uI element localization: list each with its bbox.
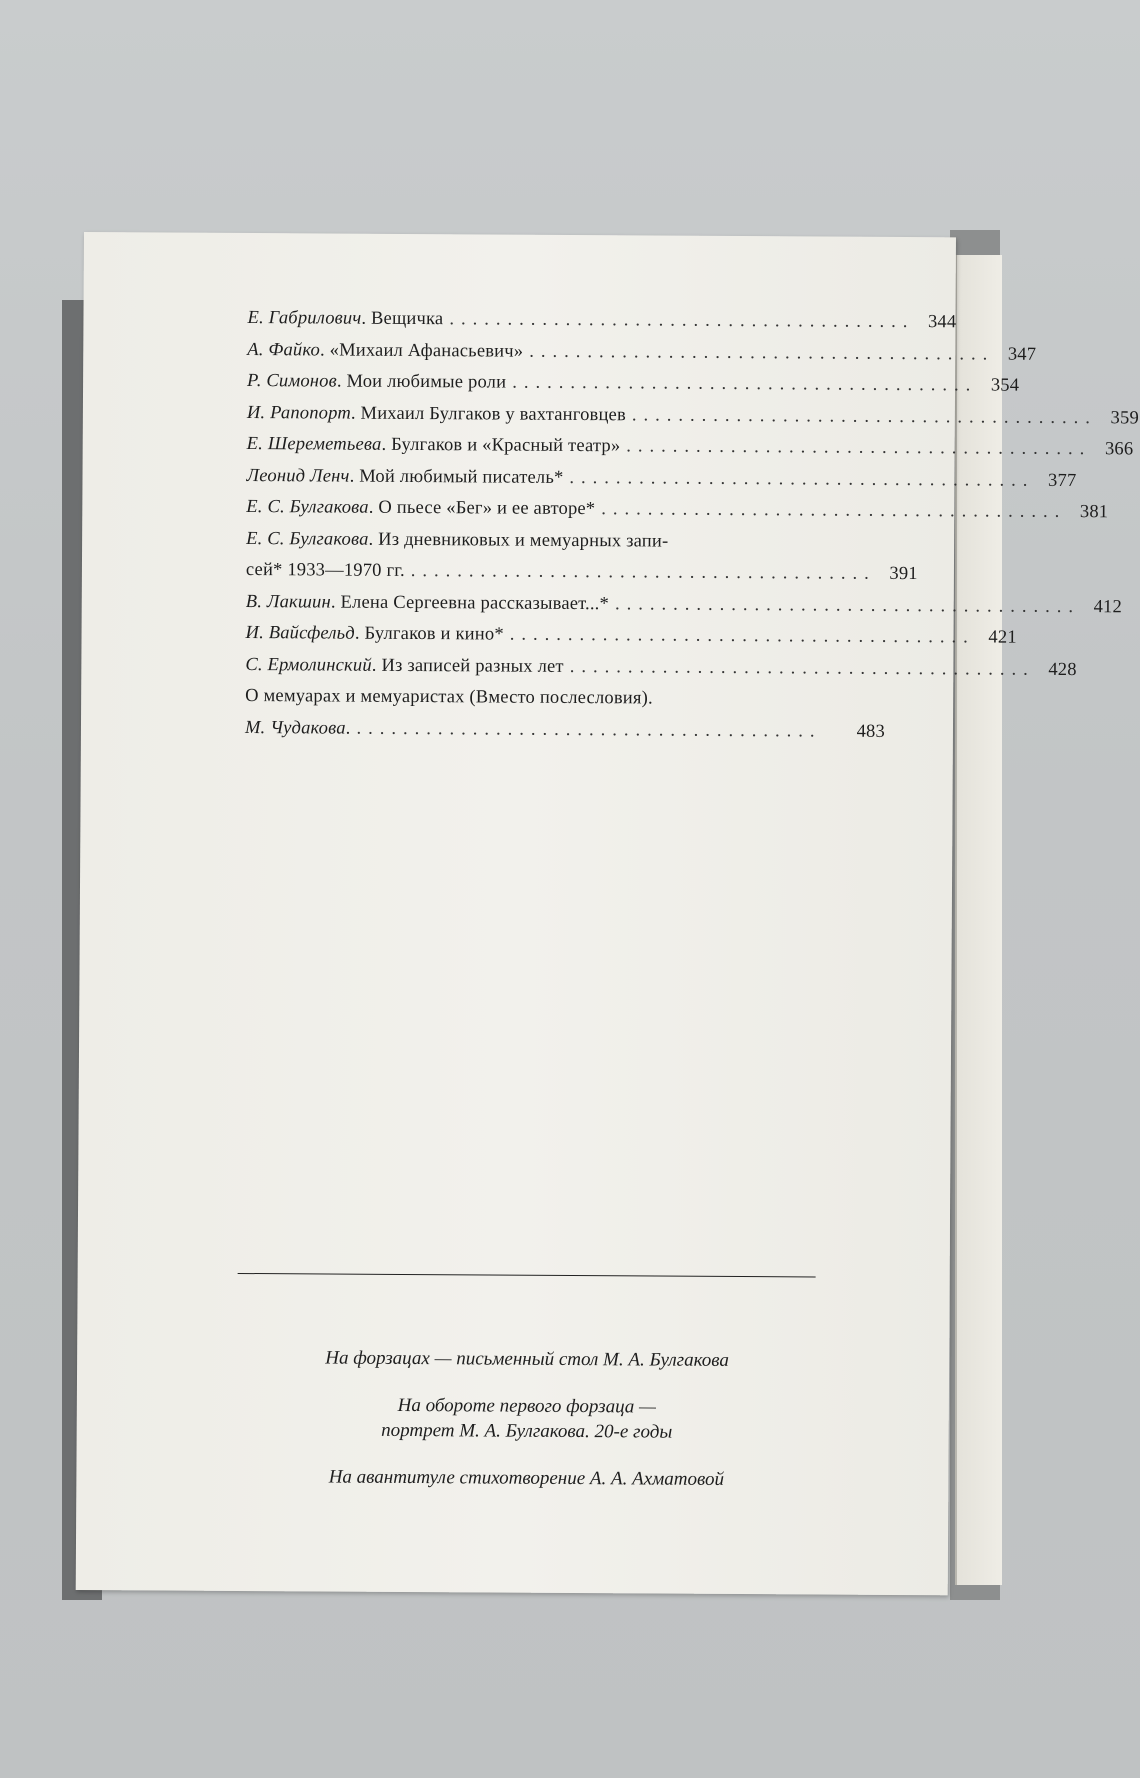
toc-page-number: 391 — [889, 563, 918, 585]
toc-page-number: 421 — [988, 627, 1017, 648]
toc-page-number: 366 — [1104, 439, 1134, 460]
book-page — [76, 232, 1139, 1595]
toc-page-number: 381 — [1079, 502, 1109, 523]
table-of-contents — [244, 303, 1139, 748]
toc-page-number: 412 — [1093, 596, 1123, 617]
toc-title: . Михаил Булгаков у вахтанговцев — [350, 403, 627, 425]
dot-leader: ........................................ — [569, 656, 1035, 680]
toc-page-number: 354 — [990, 375, 1020, 396]
toc-entry-line — [246, 523, 886, 558]
dot-leader: ........................................ — [569, 467, 1035, 491]
dot-leader: ........................................ — [509, 624, 975, 648]
toc-title: сей* 1933—1970 гг. — [245, 559, 405, 581]
toc-entry — [245, 649, 1077, 684]
dot-leader: ........................................ — [529, 341, 995, 365]
toc-author: Е. Шереметьева — [246, 433, 382, 455]
toc-author: И. Вайсфельд — [245, 622, 355, 644]
toc-author: Леонид Ленч — [246, 465, 350, 487]
toc-title: . Мои любимые роли — [336, 371, 507, 393]
toc-entry — [245, 555, 918, 590]
toc-author: А. Файко — [247, 339, 321, 360]
toc-author: И. Рапопорт — [246, 402, 351, 424]
dot-leader: ........................................ — [631, 404, 1097, 428]
toc-entry — [247, 303, 957, 338]
toc-author: Е. Габрилович — [247, 308, 362, 329]
note-reverse-endpaper: На обороте первого форзаца — портрет М. А. Булгакова. 20-е годы — [381, 1394, 673, 1443]
toc-page-number: 483 — [856, 721, 886, 742]
toc-author: М. Чудакова — [244, 717, 346, 739]
toc-entry — [246, 429, 1134, 464]
illustration-notes — [236, 1345, 817, 1515]
toc-entry-line: О мемуарах и мемуаристах (Вместо послесловия). — [245, 685, 653, 709]
toc-page-number: 347 — [1007, 344, 1037, 365]
toc-author: С. Ермолинский — [245, 654, 372, 676]
toc-entry — [246, 460, 1077, 495]
toc-author: Е. С. Булгакова — [246, 528, 369, 550]
dot-leader: ........................................ — [512, 372, 978, 396]
toc-author: Р. Симонов — [247, 370, 337, 392]
toc-entry — [246, 492, 1109, 527]
note-half-title: На авантитуле стихотворение А. А. Ахматовой — [328, 1466, 725, 1490]
toc-title: . Из дневниковых и мемуарных запи- — [368, 529, 669, 552]
toc-entry — [247, 334, 1037, 369]
toc-entry — [246, 397, 1139, 432]
toc-entry — [245, 618, 1017, 653]
dot-leader: ........................................ — [356, 718, 822, 742]
toc-page-number: 359 — [1110, 407, 1139, 428]
toc-page-number: 377 — [1048, 470, 1077, 491]
toc-title: . Вещичка — [361, 308, 444, 330]
toc-entry — [245, 712, 885, 747]
toc-entry — [245, 586, 1123, 621]
dot-leader: ........................................ — [449, 309, 915, 333]
toc-page-number: 344 — [927, 312, 957, 333]
toc-entry — [247, 366, 1020, 401]
toc-title: . О пьесе «Бег» и ее авторе* — [368, 497, 596, 520]
toc-title: . Мой любимый писатель* — [349, 466, 564, 488]
toc-title: . Булгаков и «Красный театр» — [381, 434, 621, 457]
toc-page-number: 428 — [1048, 659, 1077, 680]
toc-title: . Елена Сергеевна рассказывает...* — [330, 592, 610, 614]
toc-title: . Булгаков и кино* — [354, 623, 504, 645]
dot-leader: ........................................ — [626, 436, 1092, 460]
note-endpapers: На форзацах — письменный стол М. А. Булгакова — [325, 1347, 729, 1371]
horizontal-rule — [238, 1273, 816, 1278]
dot-leader: ........................................ — [614, 593, 1081, 617]
dot-leader: ........................................ — [410, 561, 876, 584]
toc-title: . Из записей разных лет — [371, 655, 564, 677]
toc-author: В. Лакшин — [245, 591, 331, 613]
toc-title: . «Михаил Афанасьевич» — [319, 339, 524, 362]
toc-author: Е. С. Булгакова — [246, 496, 369, 518]
dot-leader: ........................................ — [601, 499, 1067, 523]
toc-title: . — [345, 718, 351, 739]
